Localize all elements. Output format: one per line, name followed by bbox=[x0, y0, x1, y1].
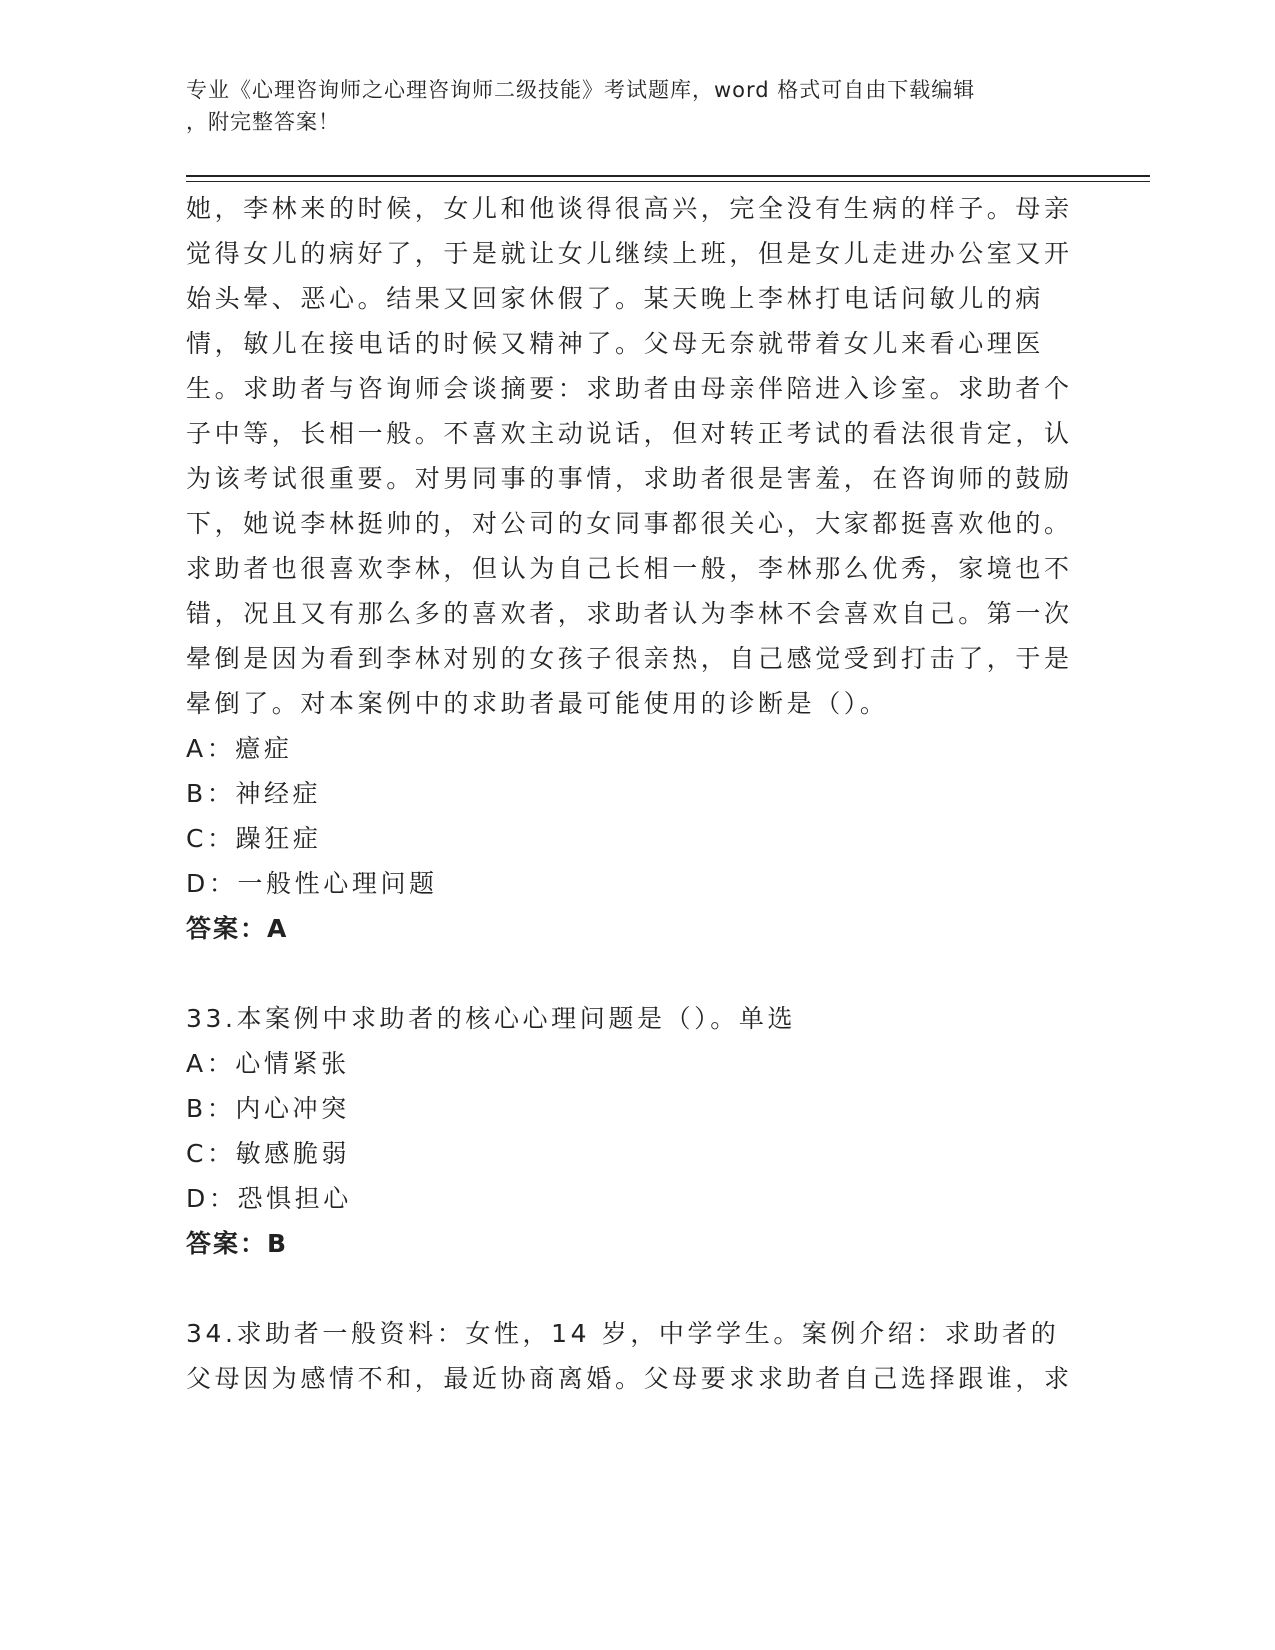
question-33-answer: 答案：B bbox=[186, 1229, 289, 1258]
question-34-text: 34.求助者一般资料：女性，14 岁，中学学生。案例介绍：求助者的父母因为感情不和，最近协商离婚。父母要求求助者自己选择跟谁，求 bbox=[186, 1319, 1073, 1393]
question-33-text: 33.本案例中求助者的核心心理问题是（）。单选 bbox=[186, 1004, 797, 1033]
header-divider-thick bbox=[186, 175, 1150, 177]
question-32-answer: 答案：A bbox=[186, 914, 289, 943]
question-32-text: 她，李林来的时候，女儿和他谈得很高兴，完全没有生病的样子。母亲觉得女儿的病好了，于是就让女儿继续上班，但是女儿走进办公室又开始头晕、恶心。结果又回家休假了。某天晚上李林打电话问敏儿的病情，敏儿在接电话的时候又精神了。父母无奈就带着女儿来看心理医生。求助者与咨询师会谈摘要：求助者由母亲伴陪进入诊室。求助者个子中等，长相一般。不喜欢主动说话，但对转正考试的看法很肯定，认为该考试很重要。对男同事的事情，求助者很是害羞，在咨询师的鼓励下，她说李林挺帅的，对公司的女同事都很关心，大家都挺喜欢他的。求助者也很喜欢李林，但认为自己长相一般，李林那么优秀，家境也不错，况且又有那么多的喜欢者，求助者认为李林不会喜欢自己。第一次晕倒是因为看到李林对别的女孩子很亲热，自己感觉受到打击了，于是晕倒了。对本案例中的求助者最可能使用的诊断是（）。 bbox=[186, 194, 1073, 718]
spacer bbox=[186, 1266, 1086, 1311]
header-divider-thin bbox=[186, 181, 1150, 182]
question-33-option-c: C：敏感脆弱 bbox=[186, 1139, 351, 1168]
header-line-2: ，附完整答案！ bbox=[186, 110, 340, 134]
question-32 bbox=[186, 186, 1086, 951]
question-32-option-a: A：癔症 bbox=[186, 734, 293, 763]
header-line-1: 专业《心理咨询师之心理咨询师二级技能》考试题库，word 格式可自由下载编辑 bbox=[186, 78, 976, 102]
question-34 bbox=[186, 1311, 1086, 1401]
document-body bbox=[186, 186, 1086, 1401]
spacer bbox=[186, 951, 1086, 996]
question-33-option-d: D：恐惧担心 bbox=[186, 1184, 352, 1213]
question-32-option-b: B：神经症 bbox=[186, 779, 322, 808]
question-32-option-c: C：躁狂症 bbox=[186, 824, 322, 853]
page-header bbox=[186, 74, 1066, 138]
question-33-option-b: B：内心冲突 bbox=[186, 1094, 350, 1123]
question-33 bbox=[186, 996, 1086, 1266]
question-32-option-d: D：一般性心理问题 bbox=[186, 869, 438, 898]
question-33-option-a: A：心情紧张 bbox=[186, 1049, 350, 1078]
